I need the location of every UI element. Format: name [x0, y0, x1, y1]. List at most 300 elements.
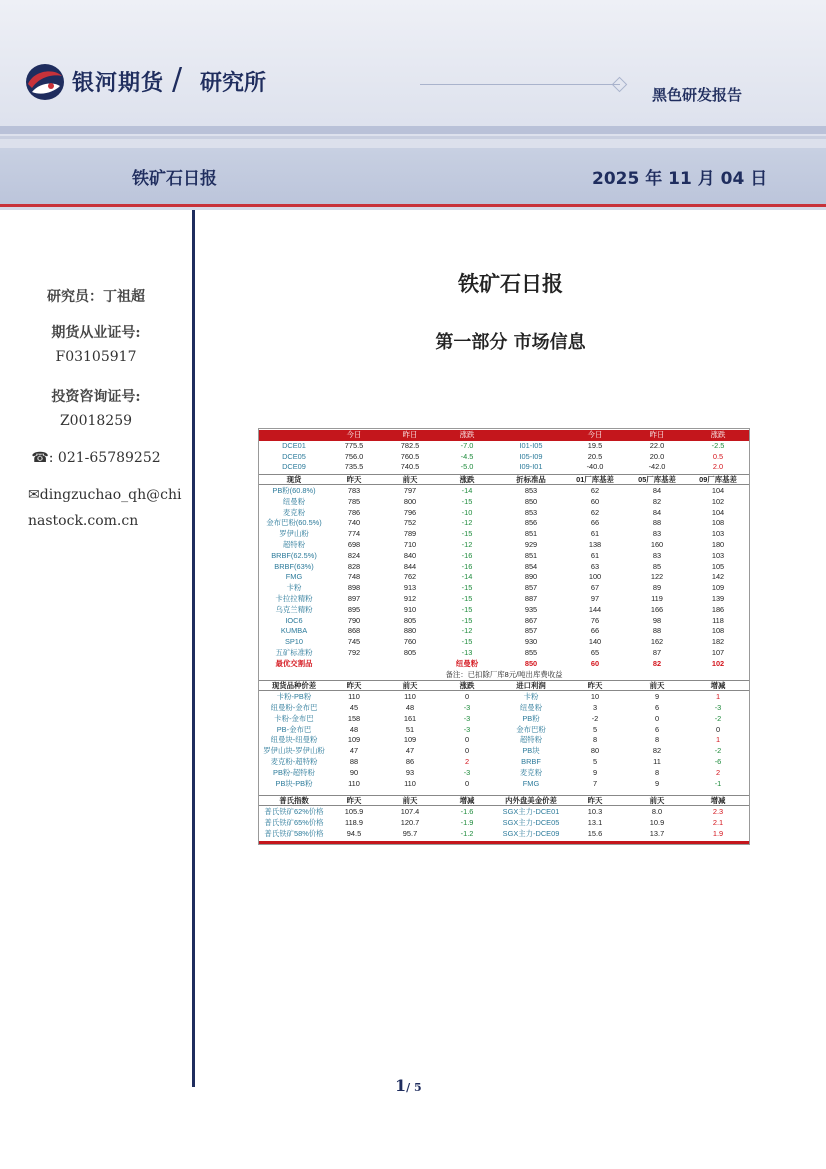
table-cell: 卡粉 [523, 692, 539, 702]
table-cell: SGX主力-DCE05 [502, 818, 560, 827]
table-cell: 0.5 [712, 451, 724, 461]
spread-row [259, 779, 749, 790]
table-cell: 107.4 [400, 807, 420, 817]
table-cell: -12 [461, 518, 473, 528]
table-cell: 1 [715, 692, 721, 702]
table-cell: 01厂库基差 [576, 475, 614, 485]
table-cell: 109 [711, 583, 725, 593]
table-cell: 180 [711, 540, 725, 549]
table-cell: 8 [654, 767, 660, 777]
table-cell: 麦克粉-超特粉 [270, 757, 318, 766]
table-cell: I05-I09 [519, 451, 543, 461]
platts-row [259, 818, 749, 829]
table-cell: 普氏指数 [279, 796, 309, 806]
spread-row [259, 746, 749, 757]
table-cell: PB粉 [522, 713, 540, 723]
table-cell: 卡粉-金布巴 [274, 713, 314, 723]
table-cell: -15 [461, 583, 473, 593]
table-cell: 63 [590, 561, 600, 571]
table-cell: 2.1 [712, 818, 724, 827]
table-cell: 840 [403, 550, 417, 560]
table-cell: 890 [524, 572, 538, 582]
table-cell: -40.0 [586, 462, 604, 472]
table-cell: 15.6 [587, 828, 603, 838]
table-cell: 普氏铁矿65%价格 [264, 818, 324, 827]
table-cell: 45 [349, 703, 359, 712]
table-cell: 783 [347, 486, 361, 495]
section-title: 第一部分 市场信息 [435, 332, 586, 353]
table-cell: 84 [652, 507, 662, 517]
table-cell: 857 [524, 583, 538, 593]
table-cell: 118 [712, 615, 724, 625]
table-cell: 罗伊山粉 [279, 529, 309, 539]
spot-row [259, 529, 749, 540]
table-cell: 880 [403, 626, 417, 636]
futures-row [259, 462, 749, 473]
table-cell: 8 [654, 735, 660, 745]
table-cell: -15 [461, 637, 473, 647]
table-cell: 05厂库基差 [638, 475, 676, 485]
table-cell: 昨天 [346, 475, 362, 485]
table-cell: 9 [592, 767, 598, 777]
table-cell: -1.2 [460, 828, 474, 838]
table-cell: 805 [403, 615, 417, 625]
table-cell: 五矿标准粉 [275, 648, 313, 657]
table-cell: 735.5 [344, 462, 364, 472]
table-cell: 内外盘美金价差 [505, 796, 557, 806]
table-cell: 895 [347, 604, 361, 614]
header-red-line [0, 204, 826, 207]
table-cell: BRBF(62.5%) [271, 550, 317, 560]
table-cell: 828 [347, 561, 361, 571]
table-cell: -16 [461, 561, 473, 571]
table-cell: 普氏铁矿62%价格 [264, 807, 324, 817]
email-address[interactable]: ✉dingzuchao_qh@chinastock.com.cn [28, 487, 182, 529]
table-cell: 0 [464, 735, 470, 745]
table-cell: 67 [590, 583, 600, 593]
table-cell: 107 [711, 648, 725, 657]
table-cell: 910 [403, 604, 417, 614]
table-cell: -15 [461, 615, 473, 625]
table-cell: -2 [714, 713, 722, 723]
table-cell: 104 [711, 507, 725, 517]
futures-header-row [259, 430, 749, 441]
table-cell: 740 [347, 518, 361, 528]
table-cell: -15 [461, 496, 473, 506]
table-cell [383, 659, 437, 670]
spot-row [259, 486, 749, 497]
table-cell: 102 [711, 496, 725, 506]
spot-row [259, 540, 749, 551]
table-cell: 853 [524, 507, 538, 517]
table-cell: 109 [347, 735, 361, 745]
spread-row [259, 714, 749, 725]
table-cell: 前天 [402, 475, 418, 485]
table-cell: 86 [405, 757, 415, 766]
table-cell: -12 [461, 626, 473, 636]
table-cell: -1 [714, 778, 722, 788]
header-band-thin [0, 136, 826, 139]
table-cell: 855 [524, 648, 538, 657]
table-cell: 120.7 [400, 818, 420, 827]
table-cell: PB-金布巴 [276, 724, 312, 734]
table-cell: 93 [405, 767, 415, 777]
table-cell: 1 [715, 735, 721, 745]
table-cell: SGX主力-DCE09 [502, 828, 560, 838]
table-cell: 785 [347, 496, 361, 506]
table-cell: 762 [403, 572, 417, 582]
table-cell: 109 [403, 735, 417, 745]
table-cell: 0 [464, 746, 470, 756]
table-cell: 13.1 [587, 818, 603, 827]
table-cell: 110 [404, 778, 416, 788]
table-cell: 现货品种价差 [271, 681, 317, 691]
table-cell: 786 [347, 507, 361, 517]
table-cell: 87 [652, 648, 662, 657]
table-cell: 98 [652, 615, 662, 625]
table-cell: 76 [590, 615, 600, 625]
table-cell: 805 [403, 648, 417, 657]
main-title: 铁矿石日报 [458, 271, 563, 296]
table-cell: -14 [461, 486, 473, 495]
table-cell: 760.5 [400, 451, 420, 461]
table-cell: -6 [714, 757, 722, 766]
table-cell: 186 [711, 604, 725, 614]
table-cell: 161 [403, 713, 417, 723]
table-cell: 89 [652, 583, 662, 593]
table-cell: 卡粉-PB粉 [276, 692, 312, 702]
table-cell [327, 659, 381, 670]
table-cell: 进口利润 [516, 681, 546, 691]
table-cell: 0 [464, 692, 470, 702]
table-cell: 2.0 [712, 462, 724, 472]
table-note-row [259, 670, 749, 681]
table-cell: 48 [405, 703, 415, 712]
table-cell: 前天 [402, 681, 418, 691]
table-cell: -3 [714, 703, 722, 712]
table-cell: 纽曼粉 [282, 496, 306, 506]
table-cell: 0 [464, 778, 470, 788]
table-cell: 11 [653, 757, 661, 766]
table-cell: 昨天 [346, 796, 362, 806]
table-cell: 卡粉 [286, 583, 302, 593]
spot-row [259, 616, 749, 627]
spot-row [259, 594, 749, 605]
spread-row [259, 735, 749, 746]
spot-row [259, 626, 749, 637]
table-cell: 740.5 [400, 462, 420, 472]
table-cell: 82 [652, 746, 662, 756]
table-cell: 850 [524, 658, 538, 668]
galaxy-futures-logo-icon [24, 62, 66, 102]
spot-row [259, 497, 749, 508]
table-cell: 22.0 [649, 440, 665, 450]
table-cell: 今日 [346, 430, 362, 439]
table-cell: PB块 [522, 746, 540, 756]
table-cell: BRBF(63%) [274, 561, 314, 571]
table-cell: 789 [403, 529, 417, 539]
table-cell: 110 [404, 692, 416, 702]
table-cell: 涨跌 [710, 430, 726, 439]
table-cell: -3 [463, 724, 471, 734]
table-cell: -10 [461, 507, 473, 517]
spot-row [259, 572, 749, 583]
table-cell: 今日 [587, 430, 603, 439]
page-total: / 5 [406, 1081, 422, 1094]
table-cell: 110 [348, 778, 360, 788]
table-cell: FMG [285, 572, 303, 582]
table-cell: BRBF [521, 757, 541, 766]
table-cell: 20.5 [587, 451, 603, 461]
table-cell: 83 [652, 550, 662, 560]
table-cell: -16 [461, 550, 473, 560]
table-cell: 824 [347, 550, 361, 560]
table-cell: 纽曼块-纽曼粉 [270, 735, 318, 745]
table-cell: 麦克粉 [282, 507, 306, 517]
table-cell: 62 [590, 507, 600, 517]
table-cell: 现货 [286, 475, 302, 485]
table-cell [499, 430, 563, 441]
table-cell: 103 [711, 550, 725, 560]
license-label: 期货从业证号: [51, 325, 141, 341]
table-cell: 13.7 [649, 828, 665, 838]
table-cell: -4.5 [460, 451, 474, 461]
table-cell: 涨跌 [459, 475, 475, 485]
table-cell: 10 [590, 692, 600, 702]
brand-dept: 研究所 [200, 71, 267, 96]
table-cell: 140 [588, 637, 602, 647]
table-cell: -3 [463, 713, 471, 723]
table-cell: 超特粉 [519, 735, 543, 745]
table-cell: 0 [654, 713, 660, 723]
spot-row [259, 518, 749, 529]
consult-value: Z0018259 [59, 413, 133, 429]
best-delivery-row [259, 659, 749, 670]
table-cell: 金布巴粉(60.5%) [266, 518, 322, 528]
table-cell: 20.0 [649, 451, 665, 461]
table-cell: 昨天 [587, 796, 603, 806]
table-cell: 折标准品 [516, 475, 546, 485]
table-cell: 851 [524, 529, 538, 539]
spot-row [259, 508, 749, 519]
table-cell: 774 [347, 529, 361, 539]
table-cell: 2 [464, 757, 470, 766]
table-cell: 增减 [710, 796, 726, 806]
table-cell: IOC6 [285, 615, 303, 625]
table-cell: 119 [651, 594, 663, 603]
table-cell: 10.3 [587, 807, 603, 817]
table-cell: 前天 [649, 681, 665, 691]
table-cell: 857 [524, 626, 538, 636]
table-cell: 60 [590, 496, 600, 506]
table-cell: 涨跌 [459, 681, 475, 691]
report-type: 黑色研发报告 [652, 86, 743, 104]
table-cell: 105 [711, 561, 725, 571]
table-cell: 162 [650, 637, 664, 647]
table-cell: -13 [461, 648, 473, 657]
table-cell: 698 [347, 540, 361, 549]
table-cell: 66 [590, 626, 600, 636]
market-data-table [258, 428, 750, 845]
researcher-label: 研究员：丁祖超 [47, 289, 145, 305]
table-cell: PB块-PB粉 [275, 778, 313, 788]
table-cell: 昨日 [649, 430, 665, 439]
spread-header-row [259, 680, 749, 691]
table-cell: I09-I01 [519, 462, 543, 472]
table-cell: 2.3 [712, 807, 724, 817]
spot-row [259, 551, 749, 562]
spot-row [259, 562, 749, 573]
platts-row [259, 829, 749, 840]
table-cell: 61 [590, 529, 600, 539]
table-cell: 普氏铁矿58%价格 [264, 828, 324, 838]
spread-row [259, 692, 749, 703]
header-decor-line [420, 84, 620, 85]
table-cell: 118.9 [345, 818, 363, 827]
table-cell: 856 [524, 518, 538, 528]
table-cell: 09厂库基差 [699, 475, 737, 485]
report-date: 2025 年 11 月 04 日 [592, 169, 768, 189]
table-cell: -7.0 [460, 440, 474, 450]
header-decor-diamond [612, 77, 628, 93]
platts-header-row [259, 795, 749, 806]
table-cell: 前天 [402, 796, 418, 806]
table-cell: 61 [590, 550, 600, 560]
table-cell: 85 [652, 561, 662, 571]
table-cell: -1.6 [460, 807, 474, 817]
phone-number: ☎: 021-65789252 [31, 450, 161, 466]
spread-row [259, 768, 749, 779]
table-cell: 868 [347, 626, 361, 636]
table-cell: 745 [347, 637, 361, 647]
table-cell: 912 [403, 594, 417, 603]
table-cell: 88 [652, 626, 662, 636]
table-cell: 66 [590, 518, 600, 528]
table-cell: 775.5 [344, 440, 364, 450]
table-cell: 139 [711, 594, 725, 603]
table-cell: 80 [590, 746, 600, 756]
table-cell: 102 [711, 658, 725, 668]
table-cell: PB粉(60.8%) [272, 486, 316, 495]
table-cell: I01-I05 [519, 440, 543, 450]
license-value: F03105917 [55, 349, 137, 365]
table-cell: -2.5 [711, 440, 725, 450]
table-cell: 103 [711, 529, 725, 539]
table-cell: -2 [591, 713, 599, 723]
table-cell: 6 [654, 724, 660, 734]
table-cell: 纽曼粉 [519, 703, 543, 712]
table-note: 备注：已扣除厂库8元/吨出库费收益 [445, 669, 563, 679]
table-cell: 48 [349, 724, 359, 734]
table-cell: 138 [588, 540, 602, 549]
table-cell: 930 [524, 637, 538, 647]
table-cell: 82 [652, 496, 662, 506]
table-cell: 110 [348, 692, 360, 702]
table-cell: 144 [588, 604, 602, 614]
table-cell: 前天 [649, 796, 665, 806]
table-cell: 3 [592, 703, 598, 712]
futures-row [259, 441, 749, 452]
table-cell: 62 [590, 486, 600, 495]
table-cell: 166 [650, 604, 664, 614]
table-cell: -15 [461, 604, 473, 614]
brand-slash: / [172, 62, 183, 97]
spot-row [259, 605, 749, 616]
brand-name: 银河期货 [72, 71, 165, 96]
table-cell: 增减 [459, 796, 475, 806]
table-cell: 844 [403, 561, 417, 571]
page-current: 1 [395, 1076, 407, 1095]
table-cell: 887 [524, 594, 538, 603]
table-cell: 47 [405, 746, 415, 756]
table-cell: -14 [461, 572, 473, 582]
table-cell: 最优交割品 [275, 658, 313, 668]
futures-row [259, 452, 749, 463]
spread-row [259, 725, 749, 736]
table-cell: 9 [654, 778, 660, 788]
strip-title: 铁矿石日报 [132, 169, 217, 189]
table-cell: 853 [524, 486, 538, 495]
table-cell: 182 [711, 637, 725, 647]
table-cell: -3 [463, 767, 471, 777]
table-cell: -1.9 [460, 818, 474, 827]
spot-header-row [259, 474, 749, 485]
table-cell: 6 [654, 703, 660, 712]
table-cell: 97 [590, 594, 600, 603]
table-cell: 0 [715, 724, 721, 734]
table-cell: 752 [403, 518, 417, 528]
table-cell: 104 [711, 486, 725, 495]
table-cell: 122 [650, 572, 664, 582]
table-cell: 乌克兰精粉 [275, 604, 313, 614]
table-cell: 19.5 [587, 440, 603, 450]
table-cell: 929 [524, 540, 538, 549]
table-cell: 5 [592, 757, 598, 766]
page-number [395, 1076, 422, 1095]
table-cell: 2 [715, 767, 721, 777]
table-cell: 142 [711, 572, 725, 582]
table-cell: KUMBA [280, 626, 308, 636]
table-cell: 100 [588, 572, 602, 582]
table-cell: 760 [403, 637, 417, 647]
spot-row [259, 637, 749, 648]
table-cell: 854 [524, 561, 538, 571]
table-cell: 麦克粉 [519, 767, 543, 777]
table-cell: 935 [524, 604, 538, 614]
spot-row [259, 583, 749, 594]
table-cell: 790 [347, 615, 361, 625]
table-cell: 88 [652, 518, 662, 528]
table-cell: 782.5 [400, 440, 420, 450]
table-cell: 88 [349, 757, 359, 766]
platts-row [259, 807, 749, 818]
table-cell: -3 [463, 703, 471, 712]
report-header [0, 0, 826, 210]
table-cell: DCE01 [282, 440, 306, 450]
table-cell [263, 430, 325, 441]
table-cell: 850 [524, 496, 538, 506]
table-cell: PB粉-超特粉 [273, 767, 315, 777]
table-cell: 105.9 [344, 807, 364, 817]
table-cell: 纽曼粉-金布巴 [270, 703, 318, 712]
table-cell: SP10 [284, 637, 304, 647]
table-cell: 昨日 [402, 430, 418, 439]
table-cell: 60 [590, 658, 600, 668]
table-cell: 800 [403, 496, 417, 506]
table-cell: 1.9 [712, 828, 724, 838]
table-cell: 160 [650, 540, 664, 549]
table-cell: 82 [652, 658, 662, 668]
